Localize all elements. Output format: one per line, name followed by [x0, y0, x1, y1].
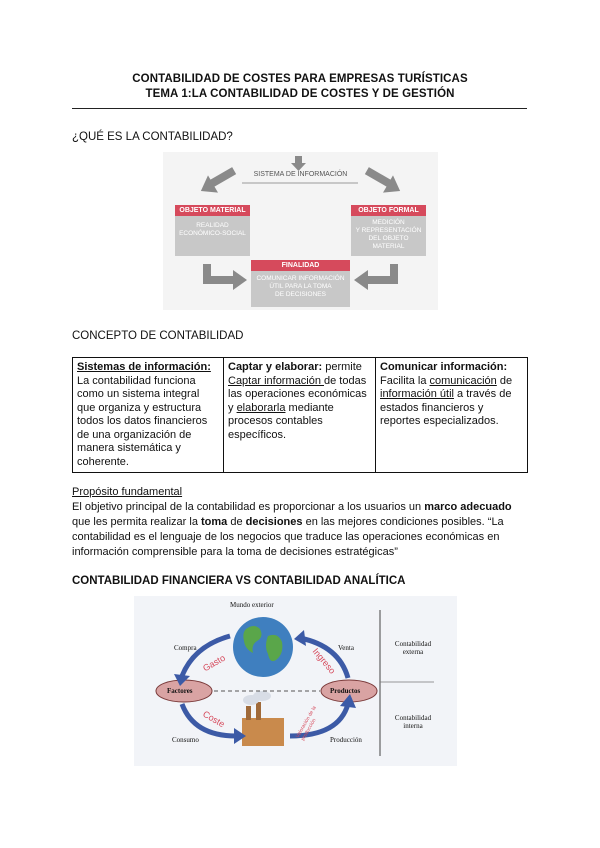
- objeto-formal-title: OBJETO FORMAL: [351, 205, 426, 216]
- concept-cell-comunicar-head: Comunicar información:: [380, 361, 508, 373]
- venta-label: Venta: [338, 644, 354, 652]
- concept-cell-comunicar-t2: de: [496, 374, 513, 387]
- objeto-material-text-2: ECONÓMICO-SOCIAL: [179, 230, 246, 238]
- purpose-text-1: El objetivo principal de la contabilidad es proporcionar a los usuarios un: [72, 501, 425, 513]
- section-heading-financiera-vs-analitica: CONTABILIDAD FINANCIERA VS CONTABILIDAD ANALÍTICA: [72, 575, 406, 587]
- concept-cell-comunicar-u1: comunicación: [429, 374, 497, 387]
- globe-icon: [233, 617, 293, 677]
- sistema-informacion-label: SISTEMA DE INFORMACIÓN: [253, 171, 348, 178]
- objeto-formal-text-4: MATERIAL: [372, 243, 405, 251]
- purpose-heading-text: Propósito fundamental: [72, 486, 183, 498]
- accounting-cycle-diagram: [134, 596, 457, 766]
- concept-cell-comunicar: [376, 358, 528, 473]
- purpose-heading: [72, 485, 182, 500]
- purpose-bold-toma: toma: [201, 516, 228, 528]
- concept-cell-captar-t1: de todas las operaciones económicas y: [228, 374, 367, 414]
- concept-table-row: [73, 358, 528, 473]
- contabilidad-interna-line2: interna: [403, 722, 423, 730]
- objeto-material-title: OBJETO MATERIAL: [175, 205, 250, 216]
- contabilidad-interna-label: [388, 714, 438, 730]
- contabilidad-interna-line1: Contabilidad: [394, 714, 432, 722]
- contabilidad-externa-line2: externa: [402, 648, 424, 656]
- concept-cell-comunicar-t1: Facilita la: [380, 374, 430, 387]
- objeto-formal-text-3: DEL OBJETO: [368, 235, 409, 243]
- purpose-text-3: en las mejores condiciones posibles. “La contabilidad es el lenguaje de los negocios que traduce las operaciones económicas en información comprensible para la toma de decisiones estratégicas”: [72, 516, 504, 558]
- compra-label: Compra: [174, 644, 197, 652]
- consumo-label: Consumo: [172, 736, 199, 744]
- objeto-formal-text-1: MEDICIÓN: [372, 219, 405, 226]
- objeto-material-box: [175, 216, 250, 256]
- produccion-label: Producción: [330, 736, 362, 744]
- top-down-arrow-icon: [291, 156, 306, 171]
- valoracion-label: Valoración de la producción: [294, 705, 318, 742]
- purpose-text-de: de: [227, 516, 246, 528]
- right-bent-arrow-icon: [361, 163, 405, 200]
- concept-cell-captar-head: Captar y elaborar:: [228, 361, 323, 373]
- purpose-bold-marco: marco adecuado: [424, 501, 512, 513]
- finalidad-text-1: COMUNICAR INFORMACIÓN: [256, 275, 345, 282]
- bottom-right-arrow-icon: [354, 264, 398, 290]
- contabilidad-externa-label: [388, 640, 438, 656]
- document-title-line2: TEMA 1:LA CONTABILIDAD DE COSTES Y DE GESTIÓN: [145, 88, 455, 100]
- concept-cell-captar-head-rest: permite: [322, 361, 362, 373]
- concept-cell-captar-u1: Captar información: [228, 374, 324, 387]
- section-heading-concepto: CONCEPTO DE CONTABILIDAD: [72, 330, 244, 342]
- left-bent-arrow-icon: [196, 163, 240, 200]
- concept-cell-comunicar-u2: información útil: [380, 388, 454, 400]
- concept-cell-sistemas: [73, 358, 224, 473]
- concept-cell-sistemas-body: La contabilidad funciona como un sistema integral que organiza y estructura todos los datos financieros de una organización de manera sistemática y coherente.: [77, 374, 208, 468]
- gasto-label: Gasto: [201, 652, 227, 674]
- mundo-exterior-label: Mundo exterior: [230, 601, 274, 609]
- concept-cell-captar-t2: mediante procesos contables específicos.: [228, 401, 334, 441]
- objeto-formal-text-2: Y REPRESENTACIÓN: [355, 227, 422, 235]
- document-title-line1: CONTABILIDAD DE COSTES PARA EMPRESAS TURÍSTICAS: [132, 73, 468, 85]
- finalidad-text-3: DE DECISIONES: [275, 291, 326, 299]
- ingreso-label: Ingreso: [310, 646, 338, 676]
- concept-cell-captar-u2: elaborarla: [236, 401, 286, 414]
- finalidad-text-2: ÚTIL PARA LA TOMA: [269, 283, 332, 291]
- concept-cell-comunicar-t3: a través de estados financieros y reportes especializados.: [380, 388, 512, 427]
- section-heading-what-is: ¿QUÉ ES LA CONTABILIDAD?: [72, 131, 233, 143]
- info-system-diagram: [163, 152, 438, 310]
- finalidad-title: FINALIDAD: [251, 260, 350, 271]
- factory-icon: [242, 718, 284, 746]
- objeto-formal-box: [351, 216, 426, 256]
- concept-table: [72, 357, 528, 473]
- header-divider: [72, 108, 527, 109]
- concept-cell-captar: [224, 358, 376, 473]
- bottom-left-arrow-icon: [203, 264, 247, 290]
- factores-label: Factores: [167, 687, 193, 695]
- purpose-bold-decisiones: decisiones: [245, 516, 303, 528]
- concept-cell-sistemas-head: Sistemas de información:: [77, 361, 211, 373]
- coste-label: Coste: [201, 708, 227, 730]
- purpose-paragraph: [72, 500, 532, 560]
- purpose-text-2: que les permita realizar la: [72, 516, 202, 528]
- contabilidad-externa-line1: Contabilidad: [394, 640, 432, 648]
- productos-label: Productos: [330, 687, 361, 695]
- objeto-material-text-1: REALIDAD: [196, 222, 229, 229]
- finalidad-box: [251, 271, 350, 307]
